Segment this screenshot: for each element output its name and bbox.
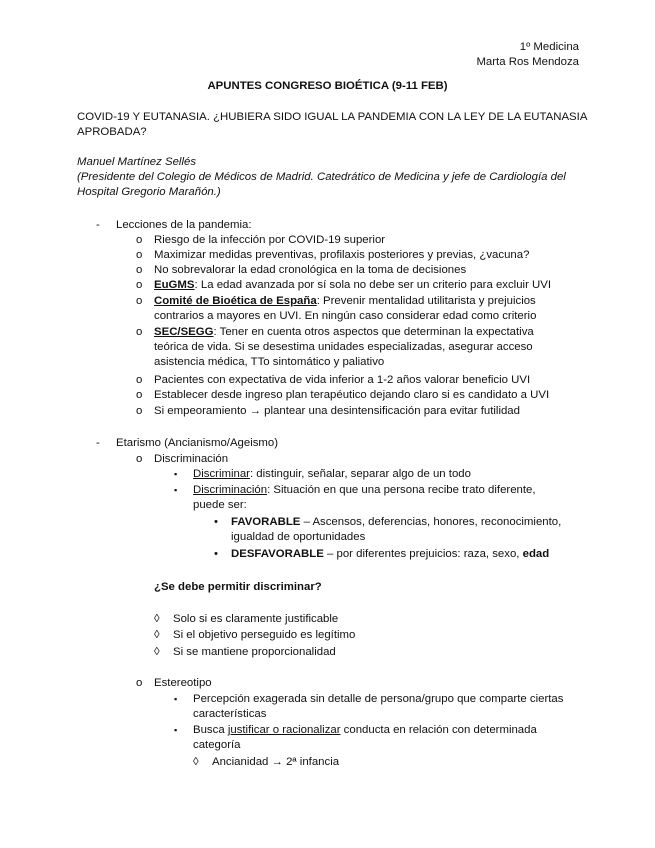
speaker-name: Manuel Martínez Sellés bbox=[77, 156, 197, 168]
stereotype-item: Percepción exagerada sin detalle de persona/grupo que comparte ciertas bbox=[193, 693, 564, 705]
square-bullet: ▪ bbox=[174, 694, 178, 704]
list-marker: o bbox=[136, 677, 143, 689]
list-marker: o bbox=[136, 389, 143, 401]
square-bullet: ▪ bbox=[174, 469, 178, 479]
stereotype-continuation: categoría bbox=[193, 739, 241, 751]
topic-line-1: COVID-19 Y EUTANASIA. ¿HUBIERA SIDO IGUAL LA PANDEMIA CON LA LEY DE LA EUTANASIA bbox=[77, 111, 588, 123]
definition-discriminacion: Discriminación: Situación en que una persona recibe trato diferente, bbox=[193, 484, 536, 496]
subheading-discriminacion: Discriminación bbox=[154, 453, 229, 465]
section-dash: - bbox=[96, 219, 100, 231]
stereotype-continuation: características bbox=[193, 708, 267, 720]
course-label: 1º Medicina bbox=[519, 41, 579, 53]
dot-bullet: • bbox=[214, 548, 218, 560]
favorable-continuation: igualdad de oportunidades bbox=[231, 531, 366, 543]
author-name: Marta Ros Mendoza bbox=[476, 56, 579, 68]
list-item: Maximizar medidas preventivas, profilaxis posteriores y previas, ¿vacuna? bbox=[154, 249, 530, 261]
dot-bullet: • bbox=[214, 516, 218, 528]
org-sec-segg: SEC/SEGG bbox=[154, 326, 214, 338]
list-item-continuation: asistencia médica, TTo sintomático y paliativo bbox=[154, 356, 385, 368]
diamond-bullet: ◊ bbox=[193, 756, 199, 768]
condition-item: Si se mantiene proporcionalidad bbox=[173, 646, 336, 658]
list-item: Riesgo de la infección por COVID-19 superior bbox=[154, 234, 386, 246]
list-marker: o bbox=[136, 405, 143, 417]
section-heading-lessons: Lecciones de la pandemia: bbox=[116, 219, 252, 231]
list-marker: o bbox=[136, 453, 143, 465]
favorable-item: FAVORABLE – Ascensos, deferencias, honores, reconocimiento, bbox=[231, 516, 562, 528]
list-item-continuation: contrarios a mayores en UVI. En ningún caso considerar edad como criterio bbox=[154, 310, 537, 322]
org-eugms: EuGMS bbox=[154, 279, 195, 291]
list-item: Comité de Bioética de España: Prevenir mentalidad utilitarista y prejuicios bbox=[154, 295, 536, 307]
list-marker: o bbox=[136, 279, 143, 291]
list-marker: o bbox=[136, 249, 143, 261]
list-item: Establecer desde ingreso plan terapéutico dejando claro si es candidato a UVI bbox=[154, 389, 550, 401]
list-marker: o bbox=[136, 295, 143, 307]
list-marker: o bbox=[136, 264, 143, 276]
condition-item: Si el objetivo perseguido es legítimo bbox=[173, 629, 356, 641]
list-marker: o bbox=[136, 234, 143, 246]
stereotype-example: Ancianidad → 2ª infancia bbox=[212, 756, 340, 768]
list-item: Pacientes con expectativa de vida inferior a 1-2 años valorar beneficio UVI bbox=[154, 374, 531, 386]
list-marker: o bbox=[136, 374, 143, 386]
topic-line-2: APROBADA? bbox=[77, 126, 147, 138]
list-item: EuGMS: La edad avanzada por sí sola no debe ser un criterio para excluir UVI bbox=[154, 279, 552, 291]
section-heading-etarismo: Etarismo (Ancianismo/Ageismo) bbox=[116, 437, 279, 449]
list-item: No sobrevalorar la edad cronológica en la toma de decisiones bbox=[154, 264, 467, 276]
list-marker: o bbox=[136, 326, 143, 338]
document-title: APUNTES CONGRESO BIOÉTICA (9-11 FEB) bbox=[207, 80, 448, 92]
section-dash: - bbox=[96, 437, 100, 449]
desfavorable-item: DESFAVORABLE – por diferentes prejuicios: raza, sexo, edad bbox=[231, 548, 550, 560]
subheading-estereotipo: Estereotipo bbox=[154, 677, 212, 689]
speaker-role-line-1: (Presidente del Colegio de Médicos de Madrid. Catedrático de Medicina y jefe de Cardiología del bbox=[77, 171, 566, 183]
definition-continuation: puede ser: bbox=[193, 499, 247, 511]
diamond-bullet: ◊ bbox=[154, 613, 160, 625]
list-item-continuation: teórica de vida. Si se desestima unidades especializadas, asegurar acceso bbox=[154, 341, 533, 353]
stereotype-item: Busca justificar o racionalizar conducta en relación con determinada bbox=[193, 724, 537, 736]
org-comite-bioetica: Comité de Bioética de España bbox=[154, 295, 317, 307]
diamond-bullet: ◊ bbox=[154, 646, 160, 658]
list-item: Si empeoramiento → plantear una desintensificación para evitar futilidad bbox=[154, 405, 520, 417]
square-bullet: ▪ bbox=[174, 725, 178, 735]
condition-item: Solo si es claramente justificable bbox=[173, 613, 339, 625]
diamond-bullet: ◊ bbox=[154, 629, 160, 641]
speaker-role-line-2: Hospital Gregorio Marañón.) bbox=[77, 186, 221, 198]
list-item: SEC/SEGG: Tener en cuenta otros aspectos que determinan la expectativa bbox=[154, 326, 534, 338]
definition-discriminar: Discriminar: distinguir, señalar, separar algo de un todo bbox=[193, 468, 471, 480]
question-heading: ¿Se debe permitir discriminar? bbox=[154, 581, 322, 593]
square-bullet: ▪ bbox=[174, 485, 178, 495]
